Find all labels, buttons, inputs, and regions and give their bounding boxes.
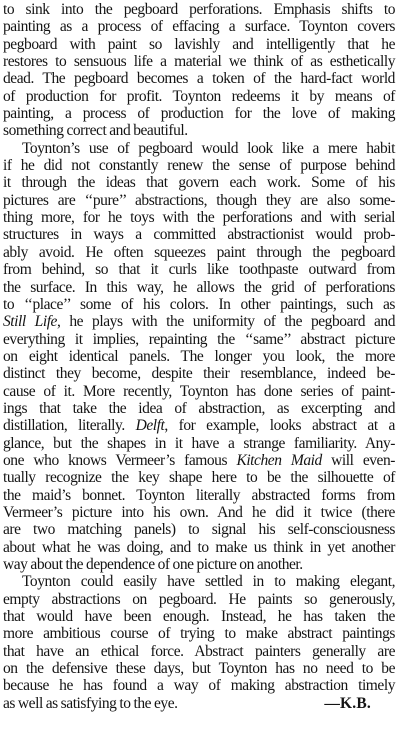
text-line: on eight identical panels. The longer you look, the more (3, 347, 395, 365)
paragraph (3, 573, 395, 712)
text-line: on the defensive these days, but Toynton has no need to be (3, 660, 395, 678)
text-line: ably avoid. He often squeezes paint through the pegboard (3, 243, 395, 261)
text-line: pictures are ‘‘pure’’ abstractions, though they are also some- (3, 191, 395, 209)
text-line: painting as a process of effacing a surface. Toynton covers (3, 18, 395, 36)
author-signature: —K.B. (324, 694, 371, 712)
text-line: to ‘‘place’’ some of his colors. In other paintings, such as (3, 295, 395, 313)
text-line: that would have been enough. Instead, he has taken the (3, 608, 395, 626)
text-line: dead. The pegboard becomes a token of the hard-fact world (3, 70, 395, 88)
text-line: if he did not constantly renew the sense of purpose behind (3, 157, 395, 175)
text-line: something correct and beautiful. (3, 122, 188, 140)
text-line: the surface. In this way, he allows the grid of perforations (3, 278, 395, 296)
text-line: are two matching panels) to signal his self-consciousness (3, 521, 395, 539)
text-line: thing more, for he toys with the perforations and with serial (3, 209, 395, 227)
closing-line (3, 695, 395, 712)
text-line: about what he was doing, and to make us think in yet another (3, 538, 395, 556)
text-line: ings that take the idea of abstraction, as excerpting and (3, 399, 395, 417)
text-line: structures in ways a committed abstractionist would prob- (3, 226, 395, 244)
work-title: Still Life (3, 313, 57, 331)
text-line: restores to sensuous life a material we think of as esthetically (3, 53, 395, 71)
text-line: painting, a process of production for the love of making (3, 105, 395, 123)
text-line: one who knows Vermeer’s famous Kitchen Maid will even- (3, 451, 395, 469)
text-line: distinct they become, despite their resemblance, indeed be- (3, 365, 395, 383)
text-line: everything it implies, repainting the ‘‘same’’ abstract picture (3, 330, 395, 348)
article-text (3, 1, 395, 712)
text-line: empty abstractions on pegboard. He paints so generously, (3, 590, 395, 608)
text-line: more ambitious course of trying to make abstract paintings (3, 625, 395, 643)
text-line: way about the dependence of one picture on another. (3, 556, 303, 573)
text-line: Still Life, he plays with the uniformity of the pegboard and (3, 313, 395, 331)
paragraph (3, 140, 395, 574)
text-line: from behind, so that it curls like toothpaste outward from (3, 261, 395, 279)
text-line: as well as satisfying to the eye. (3, 694, 178, 712)
text-line: that have an ethical force. Abstract painters generally are (3, 642, 395, 660)
work-title: Kitchen Maid (236, 451, 322, 469)
text-line: because he has found a way of making abstraction timely (3, 677, 395, 695)
text-line: Vermeer’s picture into his own. And he did it twice (there (3, 503, 395, 521)
text-line: glance, but the shapes in it have a strange familiarity. Any- (3, 434, 395, 452)
text-line: the maid’s bonnet. Toynton literally abstracted forms from (3, 486, 395, 504)
text-line: distillation, literally. Delft, for example, looks abstract at a (3, 417, 395, 435)
text-line: Toynton’s use of pegboard would look like a mere habit (22, 139, 395, 157)
work-title: Delft (135, 417, 165, 435)
paragraph (3, 1, 395, 140)
text-line: to sink into the pegboard perforations. Emphasis shifts to (3, 1, 395, 18)
text-line: pegboard with paint so lavishly and intelligently that he (3, 35, 395, 53)
text-line: cause of it. More recently, Toynton has done series of paint- (3, 382, 395, 400)
text-line: tually recognize the key shape here to be the silhouette of (3, 469, 395, 487)
text-line: it through the ideas that govern each work. Some of his (3, 174, 395, 192)
text-line: of production for profit. Toynton redeems it by means of (3, 87, 395, 105)
text-line: Toynton could easily have settled in to making elegant, (22, 573, 395, 591)
